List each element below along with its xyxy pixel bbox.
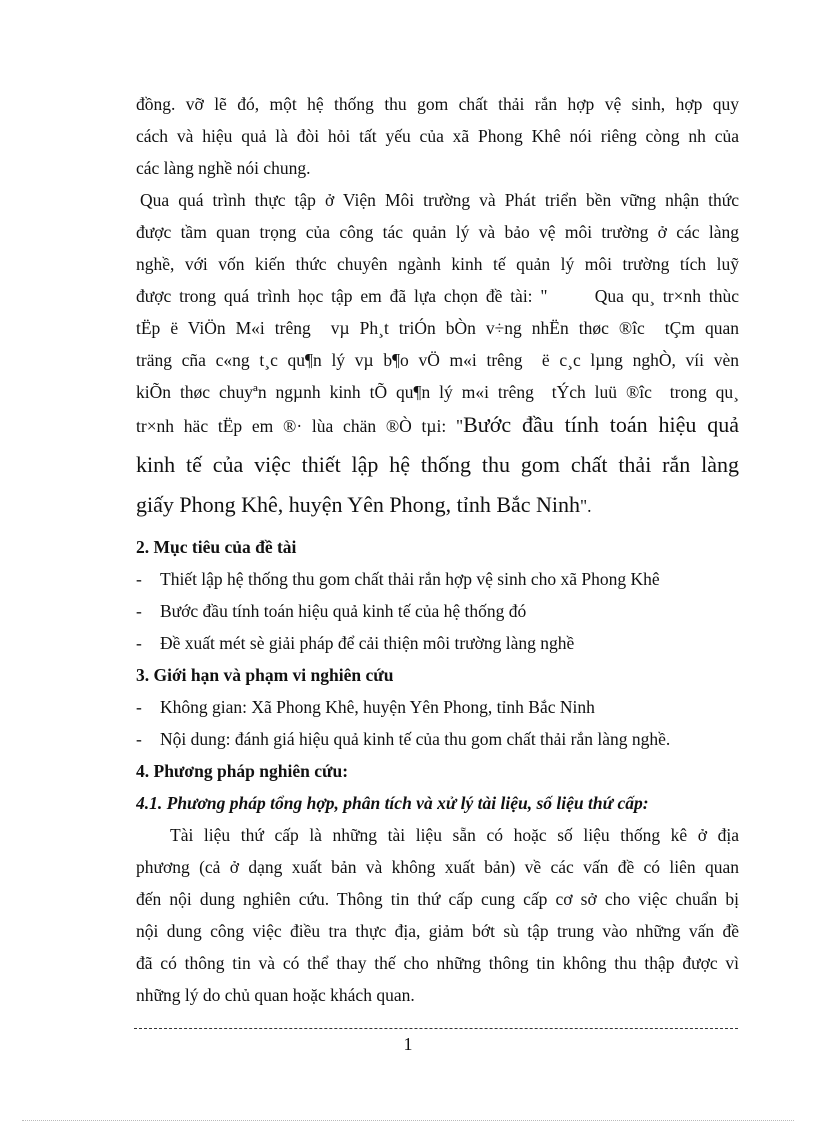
- section2-item-3: [136, 633, 739, 653]
- para1-line-1: đồng. vỡ lẽ đó, một hệ thống thu gom chất thải rắn hợp vệ sinh, hợp quy: [136, 94, 739, 114]
- para4-line-2: phương (cả ở dạng xuất bản và không xuất bản) về các vấn đề có liên quan: [136, 857, 739, 877]
- para2-line-4: được trong quá trình học tập em đã lựa chọn đề tài: " Qua qu¸ tr×nh thùc: [136, 286, 739, 306]
- list-bullet: -: [136, 697, 142, 717]
- para4-line-4: nội dung công việc điều tra thực địa, giảm bớt sù tập trung vào những vấn đề: [136, 921, 739, 941]
- title-end: giấy Phong Khê, huyện Yên Phong, tỉnh Bắc Ninh: [136, 492, 581, 517]
- list-item-text: Thiết lập hệ thống thu gom chất thải rắn hợp vệ sinh cho xã Phong Khê: [160, 569, 660, 589]
- list-item-text: Không gian: Xã Phong Khê, huyện Yên Phong, tỉnh Bắc Ninh: [160, 697, 595, 717]
- para1-line-3: các làng nghề nói chung.: [136, 158, 311, 178]
- para2-line-2: được tầm quan trọng của công tác quản lý và bảo vệ môi trường ở các làng: [136, 222, 739, 242]
- list-bullet: -: [136, 569, 142, 589]
- para1-line-2: cách và hiệu quả là đòi hỏi tất yếu của xã Phong Khê nói riêng còng nh của: [136, 126, 739, 146]
- para4-line-3: đến nội dung nghiên cứu. Thông tin thứ cấp cung cấp cơ sở cho việc chuẩn bị: [136, 889, 739, 909]
- garbled-text: tr×nh häc tËp em ®· lùa chän ®Ò tµi: ": [136, 416, 464, 436]
- section2-item-1: [136, 569, 739, 589]
- para4-line-6: những lý do chủ quan hoặc khách quan.: [136, 985, 415, 1005]
- section3-item-2: [136, 729, 739, 749]
- list-item-text: Nội dung: đánh giá hiệu quả kinh tế của thu gom chất thải rắn làng nghề.: [160, 729, 671, 749]
- list-item-text: Bước đầu tính toán hiệu quả kinh tế của hệ thống đó: [160, 601, 527, 621]
- para4-line-1: Tài liệu thứ cấp là những tài liệu sẵn có hoặc số liệu thống kê ở địa: [170, 825, 739, 845]
- para2-line-1: Qua quá trình thực tập ở Viện Môi trường và Phát triển bền vững nhận thức: [140, 190, 739, 210]
- section4-subheading: 4.1. Phương pháp tổng hợp, phân tích và xử lý tài liệu, số liệu thứ cấp:: [136, 793, 649, 813]
- title-end-punct: ".: [580, 496, 592, 516]
- para2-line-10: [136, 492, 739, 518]
- list-bullet: -: [136, 601, 142, 621]
- list-bullet: -: [136, 633, 142, 653]
- para2-line-8-mixed: [136, 412, 739, 438]
- para2-line-3: nghề, với vốn kiến thức chuyên ngành kinh tế quản lý môi trường tích luỹ: [136, 254, 739, 274]
- title-start: Bước đầu tính toán hiệu quả: [463, 412, 739, 437]
- para2-line-7: kiÕn thøc chuyªn ngµnh kinh tÕ qu¶n lý m«i trêng tÝch luü ®îc trong qu¸: [136, 382, 739, 402]
- section3-heading: 3. Giới hạn và phạm vi nghiên cứu: [136, 665, 394, 685]
- para2-line-9: kinh tế của việc thiết lập hệ thống thu gom chất thải rắn làng: [136, 452, 739, 477]
- para2-line-5: tËp ë ViÖn M«i trêng vµ Ph¸t triÓn bÒn v÷ng nhËn thøc ®îc tÇm quan: [136, 318, 739, 338]
- section2-item-2: [136, 601, 739, 621]
- para4-line-5: đã có thông tin và có thể thay thế cho những thông tin không thu thập được vì: [136, 953, 739, 973]
- list-item-text: Đề xuất mét sè giải pháp để cải thiện môi trường làng nghề: [160, 633, 575, 653]
- page-edge-dotted-border: [22, 1120, 794, 1121]
- list-bullet: -: [136, 729, 142, 749]
- page-number: 1: [403, 1034, 413, 1054]
- footer-divider: [134, 1028, 738, 1029]
- section2-heading: 2. Mục tiêu của đề tài: [136, 537, 297, 557]
- para2-line-6: träng cña c«ng t¸c qu¶n lý vµ b¶o vÖ m«i trêng ë c¸c lµng nghÒ, víi vèn: [136, 350, 739, 370]
- section4-heading: 4. Phương pháp nghiên cứu:: [136, 761, 349, 781]
- section3-item-1: [136, 697, 739, 717]
